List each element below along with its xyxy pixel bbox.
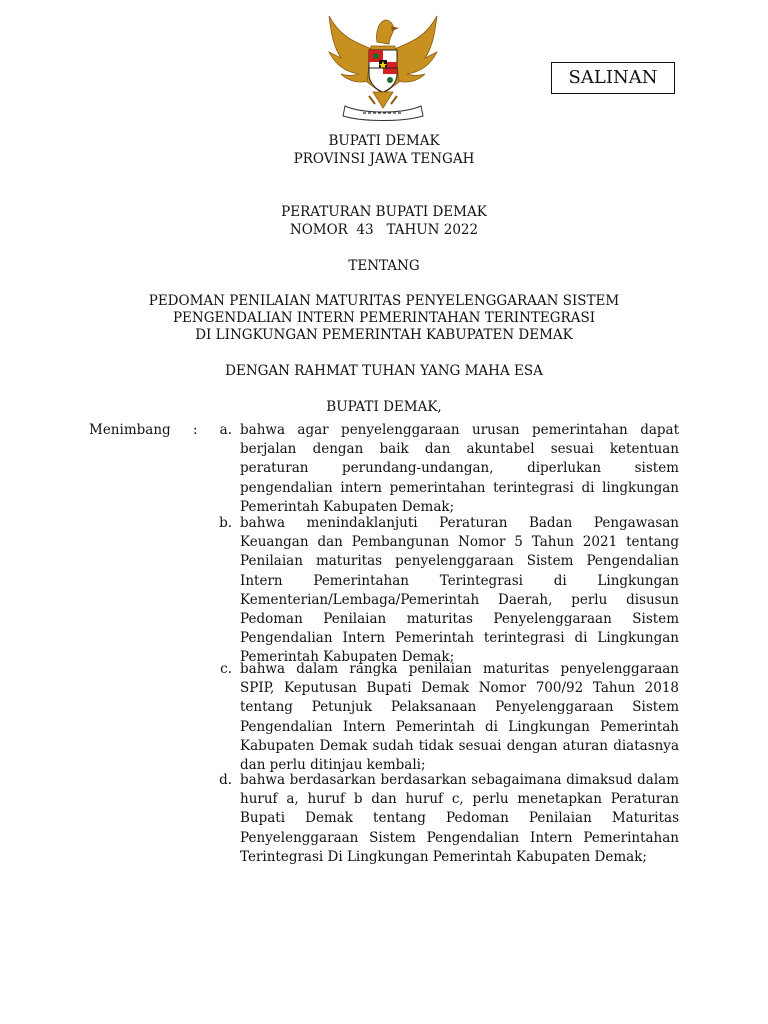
regulation-title: PERATURAN BUPATI DEMAK: [281, 204, 487, 220]
regulation-number: NOMOR 43 TAHUN 2022: [289, 222, 479, 238]
considering-item-a: bahwa agar penyelenggaraan urusan pemerintahan dapat berjalan dengan baik dan akuntabel sesuai ketentuan peraturan perundang-undangan, diperlukan sistem pengendalian intern pemerintahan terintegrasi di lingkungan Pemerintah Kabupaten Demak;: [240, 422, 679, 515]
considering-item-c: bahwa dalam rangka penilaian maturitas penyelenggaraan SPIP, Keputusan Bupati Demak Nomor 700/92 Tahun 2018 tentang Petunjuk Pelaksanaan Penyelenggaraan Sistem Pengendalian Intern Pemerintah di Lingkungan Pemerintah Kabupaten Demak sudah tidak sesuai dengan aturan diatasnya dan perlu ditinjau kembali;: [240, 661, 679, 774]
about-heading: TENTANG: [348, 258, 420, 274]
enactor-line: BUPATI DEMAK,: [326, 399, 442, 415]
item-letter-b: b.: [219, 515, 232, 531]
subject-line-3: DI LINGKUNGAN PEMERINTAH KABUPATEN DEMAK: [195, 327, 573, 343]
considering-item-d: bahwa berdasarkan berdasarkan sebagaimana dimaksud dalam huruf a, huruf b dan huruf c, perlu menetapkan Peraturan Bupati Demak tentang Pedoman Penilaian Maturitas Penyelenggaraan Sistem Pengendalian Intern Pemerintahan Terintegrasi Di Lingkungan Pemerintah Kabupaten Demak;: [240, 772, 679, 865]
salinan-stamp: SALINAN: [551, 62, 675, 94]
item-letter-a: a.: [219, 422, 232, 438]
item-letter-d: d.: [219, 772, 232, 788]
subject-line-2: PENGENDALIAN INTERN PEMERINTAHAN TERINTEGRASI: [172, 310, 596, 326]
blessing-line: DENGAN RAHMAT TUHAN YANG MAHA ESA: [225, 363, 543, 379]
considering-item-b: bahwa menindaklanjuti Peraturan Badan Pengawasan Keuangan dan Pembangunan Nomor 5 Tahun 2021 tentang Penilaian maturitas penyelenggaraan Sistem Pengendalian Intern Pemerintahan Terintegrasi di Lingkungan Kementerian/Lembaga/Pemerintah Daerah, perlu disusun Pedoman Penilaian maturitas Penyelenggaraan Sistem Pengendalian Intern Pemerintah terintegrasi di Lingkungan Pemerintah Kabupaten Demak;: [240, 515, 679, 666]
garuda-pancasila-emblem-icon: [323, 12, 443, 124]
considering-label: Menimbang: [89, 422, 171, 438]
considering-colon: :: [193, 422, 198, 438]
subject-line-1: PEDOMAN PENILAIAN MATURITAS PENYELENGGARAAN SISTEM: [148, 293, 620, 309]
issuer-title: BUPATI DEMAK: [328, 133, 440, 149]
item-letter-c: c.: [220, 661, 232, 677]
province-title: PROVINSI JAWA TENGAH: [293, 151, 475, 167]
